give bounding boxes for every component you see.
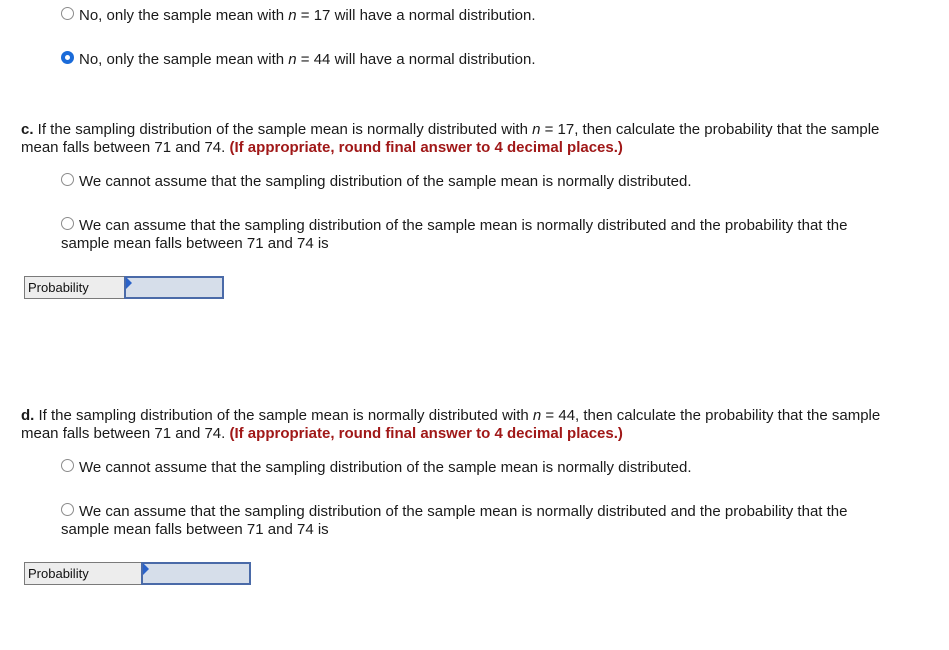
answer-label: Probability — [24, 276, 125, 299]
question-d: d. If the sampling distribution of the sample mean is normally distributed with n = 44, then calculate the probability that the sample mean falls between 71 and 74. (If appropriate, round final answer to 4 decimal places.) — [21, 407, 881, 442]
option-c-cannot-assume[interactable] — [61, 173, 692, 191]
question-c: c. If the sampling distribution of the sample mean is normally distributed with n = 17, then calculate the probability that the sample mean falls between 71 and 74. (If appropriate, round final answer to 4 decimal places.) — [21, 121, 880, 156]
option-d-can-assume[interactable] — [61, 503, 891, 539]
option-n44-normal[interactable] — [61, 51, 536, 69]
question-label: d. — [21, 407, 35, 424]
answer-row-d — [24, 562, 251, 585]
option-d-cannot-assume[interactable] — [61, 459, 692, 477]
radio-button[interactable] — [61, 459, 74, 472]
answer-row-c — [24, 276, 224, 299]
probability-input[interactable] — [124, 276, 224, 299]
radio-button-selected[interactable] — [61, 51, 74, 64]
radio-button[interactable] — [61, 217, 74, 230]
radio-button[interactable] — [61, 7, 74, 20]
radio-button[interactable] — [61, 173, 74, 186]
answer-label: Probability — [24, 562, 142, 585]
option-text: No, only the sample mean with n = 44 will have a normal distribution. — [79, 51, 536, 68]
option-text: No, only the sample mean with n = 17 will have a normal distribution. — [79, 7, 536, 24]
question-label: c. — [21, 121, 34, 138]
option-text: We cannot assume that the sampling distribution of the sample mean is normally distributed. — [79, 459, 692, 476]
option-c-can-assume[interactable] — [61, 217, 891, 253]
rounding-note: (If appropriate, round final answer to 4 decimal places.) — [229, 425, 623, 442]
rounding-note: (If appropriate, round final answer to 4 decimal places.) — [229, 139, 623, 156]
option-text: We cannot assume that the sampling distribution of the sample mean is normally distributed. — [79, 173, 692, 190]
option-text: We can assume that the sampling distribution of the sample mean is normally distributed and the probability that the sample mean falls between 71 and 74 is — [61, 503, 848, 538]
option-n17-normal[interactable] — [61, 7, 536, 25]
radio-button[interactable] — [61, 503, 74, 516]
option-text: We can assume that the sampling distribution of the sample mean is normally distributed and the probability that the sample mean falls between 71 and 74 is — [61, 217, 848, 252]
probability-input[interactable] — [141, 562, 251, 585]
